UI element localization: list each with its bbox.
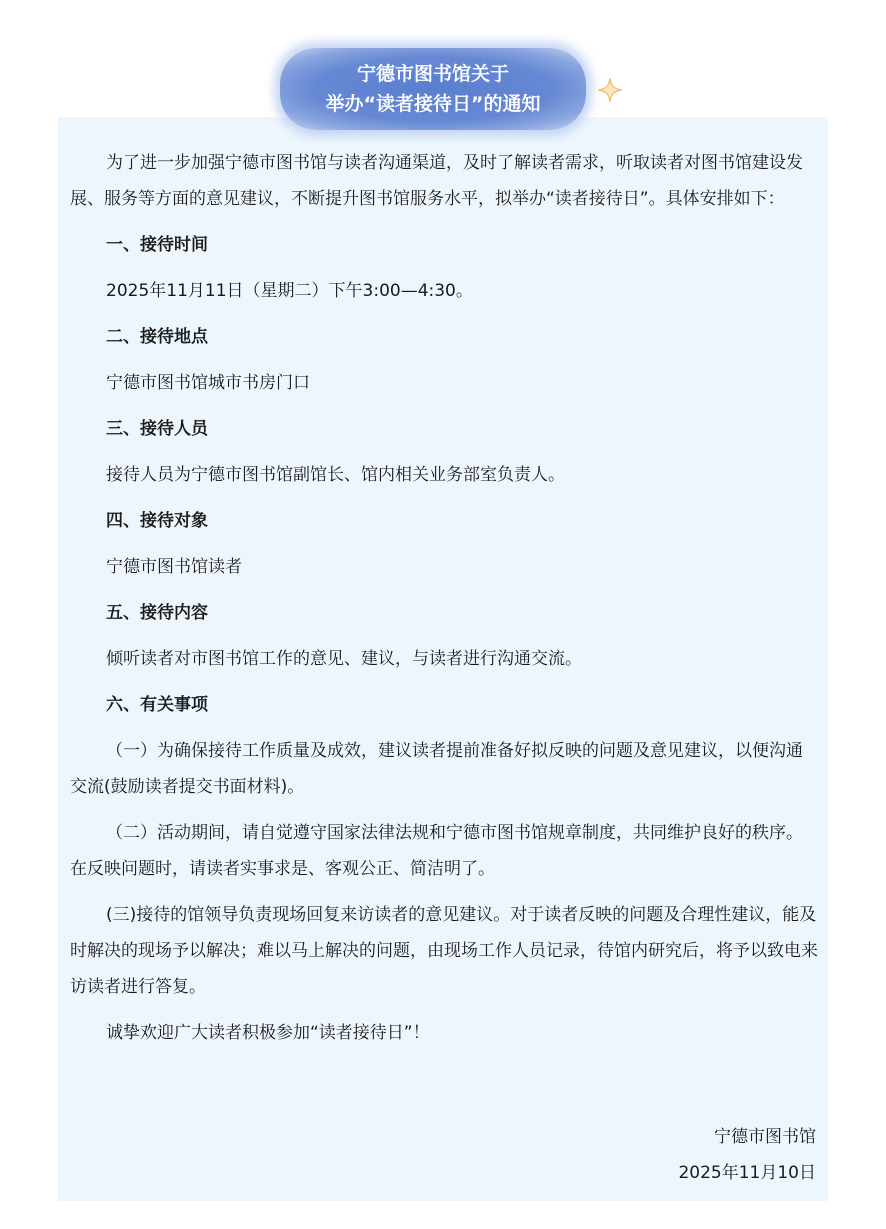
section-body-staff: 接待人员为宁德市图书馆副馆长、馆内相关业务部室负责人。 xyxy=(106,465,565,485)
note-paragraph-2: （二）活动期间，请自觉遵守国家法律法规和宁德市图书馆规章制度，共同维护良好的秩序。在反映问题时，请读者实事求是、客观公正、简洁明了。 xyxy=(70,823,803,879)
signature-block xyxy=(678,1119,816,1191)
section-body-location: 宁德市图书馆城市书房门口 xyxy=(106,373,310,393)
section-body-content: 倾听读者对市图书馆工作的意见、建议，与读者进行沟通交流。 xyxy=(106,649,582,669)
note-paragraph-3: (三)接待的馆领导负责现场回复来访读者的意见建议。对于读者反映的问题及合理性建议，能及时解决的现场予以解决；难以马上解决的问题，由现场工作人员记录，待馆内研究后，将予以致电来访读者进行答复。 xyxy=(70,905,818,997)
title-badge xyxy=(280,48,586,130)
section-body-time: 2025年11月11日（星期二）下午3:00—4:30。 xyxy=(106,281,473,301)
section-heading-audience: 四、接待对象 xyxy=(106,511,208,531)
sparkle-icon xyxy=(598,78,622,102)
signature-date: 2025年11月10日 xyxy=(678,1163,816,1183)
section-body-audience: 宁德市图书馆读者 xyxy=(106,557,242,577)
section-heading-notes: 六、有关事项 xyxy=(106,695,208,715)
intro-paragraph: 为了进一步加强宁德市图书馆与读者沟通渠道，及时了解读者需求，听取读者对图书馆建设发展、服务等方面的意见建议，不断提升图书馆服务水平，拟举办“读者接待日”。具体安排如下： xyxy=(70,153,803,209)
section-heading-content: 五、接待内容 xyxy=(106,603,208,623)
section-heading-staff: 三、接待人员 xyxy=(106,419,208,439)
section-heading-time: 一、接待时间 xyxy=(106,235,208,255)
signature-org: 宁德市图书馆 xyxy=(714,1127,816,1147)
notice-body xyxy=(70,145,818,1051)
note-paragraph-1: （一）为确保接待工作质量及成效，建议读者提前准备好拟反映的问题及意见建议，以便沟通交流(鼓励读者提交书面材料)。 xyxy=(70,741,803,797)
title-line-1: 宁德市图书馆关于 xyxy=(356,63,509,85)
title-line-2: 举办“读者接待日”的通知 xyxy=(325,93,541,115)
section-heading-location: 二、接待地点 xyxy=(106,327,208,347)
closing-line: 诚挚欢迎广大读者积极参加“读者接待日”！ xyxy=(106,1023,430,1043)
